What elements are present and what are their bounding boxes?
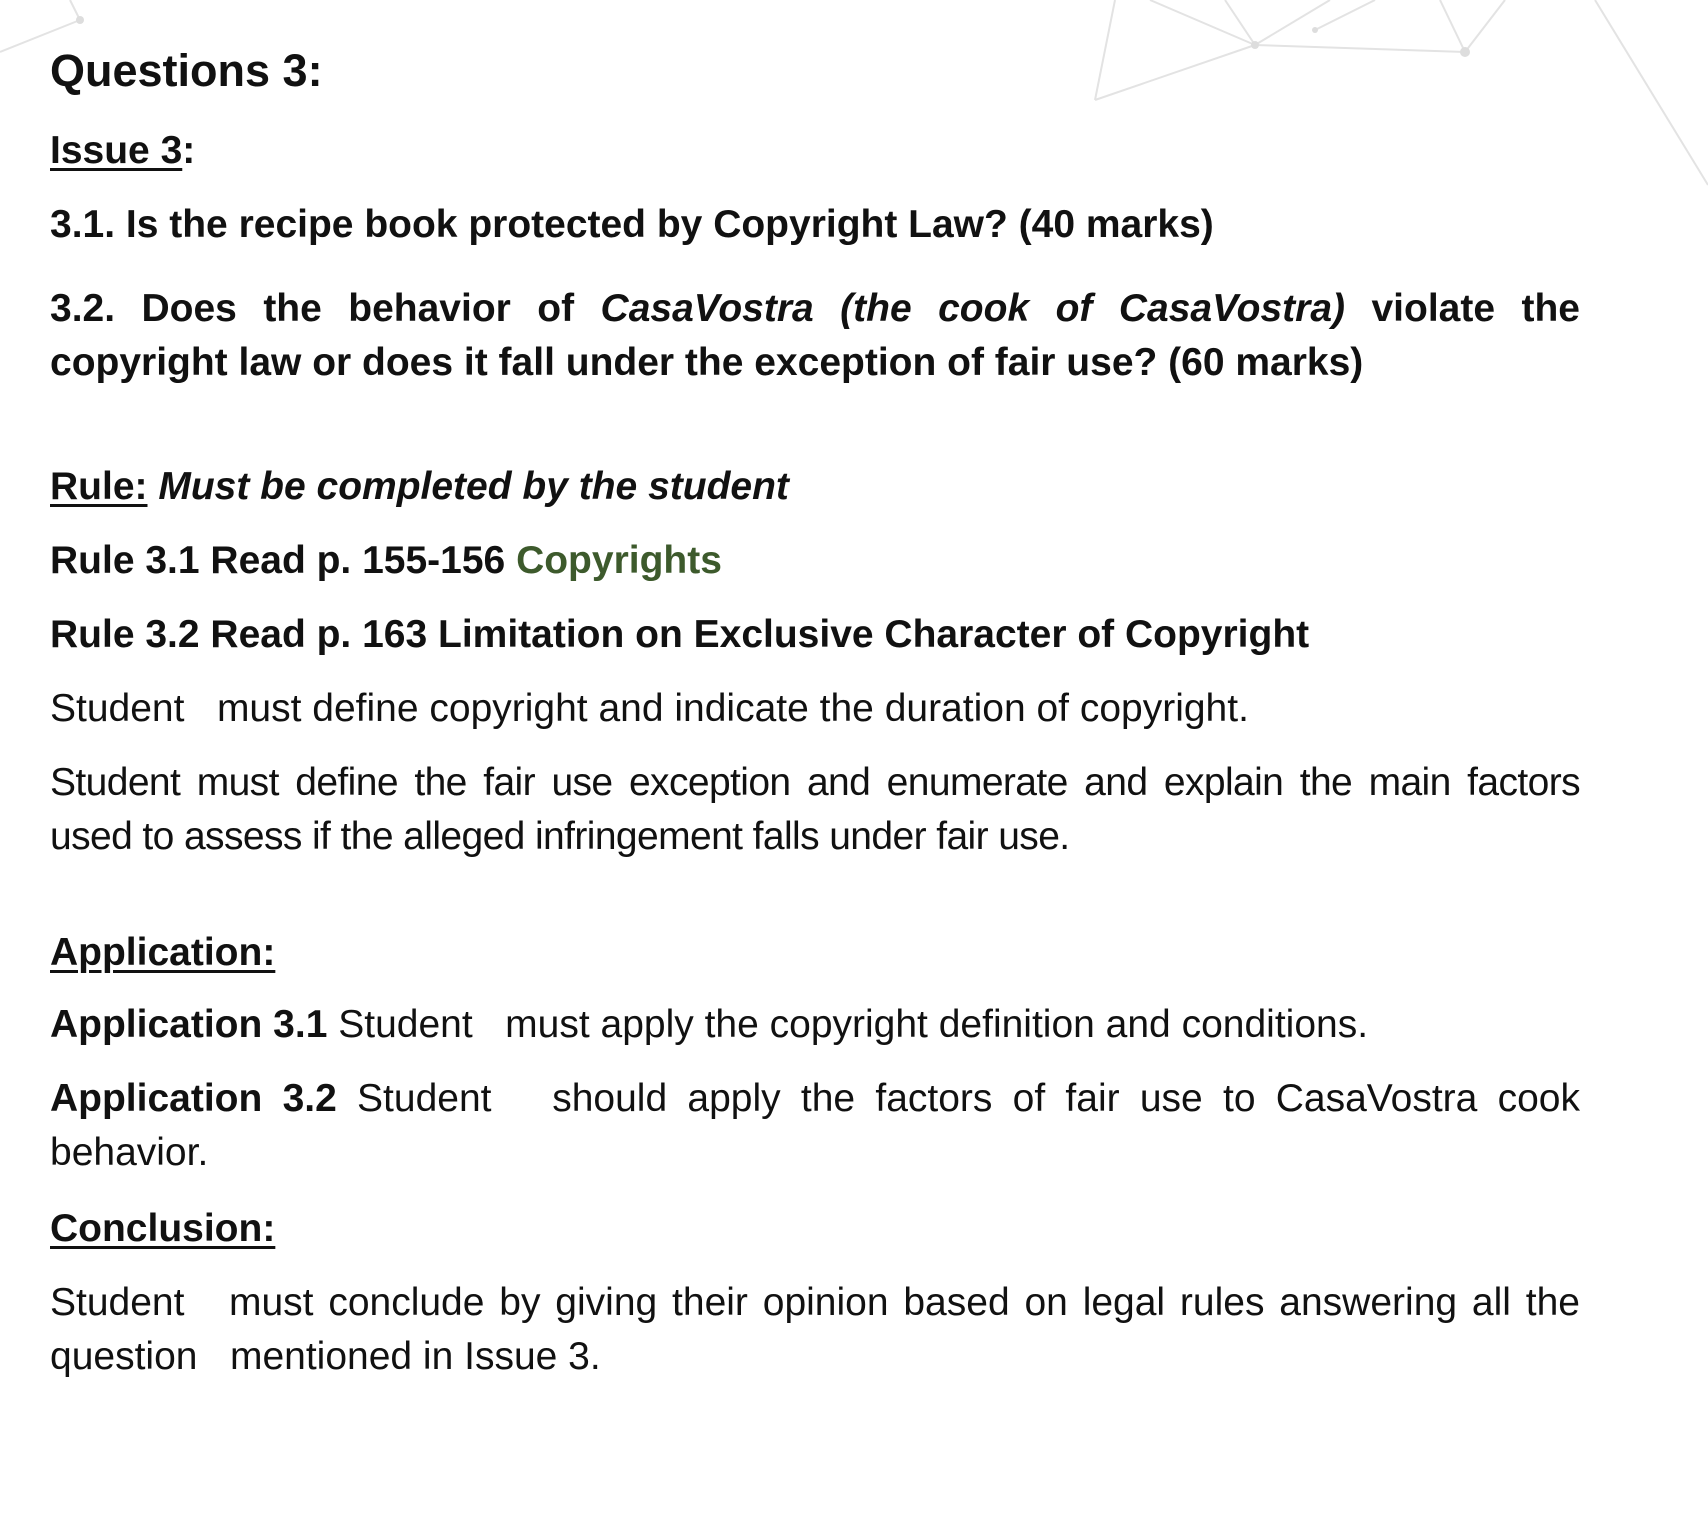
application-3-1-text: Student must apply the copyright definition and conditions. [327,1003,1369,1046]
rule-heading [50,460,1580,514]
copyrights-link[interactable]: Copyrights [516,539,722,582]
rule-note: Must be completed by the student [158,465,789,508]
rule-label: Rule: [50,465,148,508]
question-3-2-start: 3.2. Does the behavior of [50,287,601,330]
question-3-2-italic: CasaVostra (the cook of CasaVostra) [600,287,1346,330]
rule-student-fair-use: Student must define the fair use exception and enumerate and explain the main factors used to assess if the alleged infringement falls under fair use. [50,761,1580,858]
application-3-1-label: Application 3.1 [50,1003,328,1046]
question-3-2-end: violate the copyright law or does it fall under the exception of fair use? (60 marks) [50,287,1580,384]
application-3-2 [50,1072,1591,1180]
issue-label: Issue 3 [50,129,183,172]
issue-colon: : [182,129,196,172]
application-3-2-text: Student should apply the factors of fair use to CasaVostra cook behavior. [50,1077,1591,1174]
question-3-2 [50,282,1580,390]
application-3-1 [50,998,1580,1052]
rule-3-1 [50,534,1580,588]
question-3-1: 3.1. Is the recipe book protected by Copyright Law? (40 marks) [50,203,1214,246]
page-title: Questions 3: [50,45,323,96]
rule-student-copyright: Student must define copyright and indicate the duration of copyright. [50,687,1249,730]
conclusion-heading: Conclusion: [50,1207,276,1250]
rule-3-2: Rule 3.2 Read p. 163 Limitation on Exclusive Character of Copyright [50,613,1310,656]
application-3-2-label: Application 3.2 [50,1077,337,1120]
conclusion-text: Student must conclude by giving their opinion based on legal rules answering all the question mentioned in Issue 3. [50,1281,1591,1378]
rule-3-1-text: Rule 3.1 Read p. 155-156 [50,539,517,582]
issue-heading [50,124,1580,178]
application-heading: Application: [50,931,276,974]
